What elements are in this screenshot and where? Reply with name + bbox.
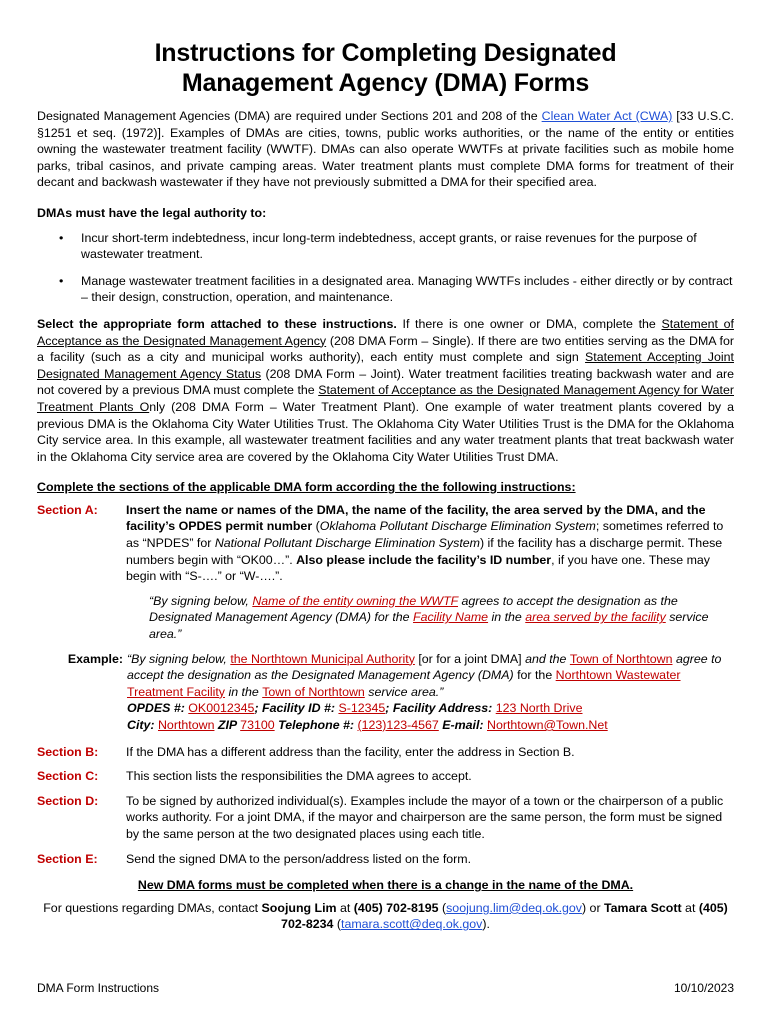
bullet-icon: • — [59, 230, 64, 245]
wtp-form-name: Statement of Acceptance as the Designated Management Agency for Water Treatment Plants O — [37, 383, 734, 414]
contact-paragraph: For questions regarding DMAs, contact Soojung Lim at (405) 702-8195 (soojung.lim@deq.ok.gov) or Tamara Scott at (405) 702-8234 (tamara.scott@deq.ok.gov). — [43, 900, 728, 932]
example-text: “By signing below, the Northtown Municipal Authority [or for a joint DMA] and the Town of Northtown agree to accept the designation as the Designated Management Agency (DMA) for the Northtown Wastewater Treatment Facility in the Town of Northtown service area.” OPDES #: OK0012345; Facility ID #: S-12345; Facility Address: 123 North Drive City: Northtown ZIP 73100 Telephone #: (123)123-4567 E-mail: Northtown@Town.Net — [127, 651, 722, 732]
section-text: This section lists the responsibilities the DMA agrees to accept. — [126, 769, 472, 784]
joint-form-name: Statement Accepting Joint Designated Management Agency Status — [37, 350, 734, 381]
signing-statement-template: “By signing below, Name of the entity owning the WWTF agrees to accept the designation as the Designated Management Agency (DMA) for the Facility Name in the area served by the facility service area.” — [149, 593, 709, 642]
section-text: If the DMA has a different address than the facility, enter the address in Section B. — [126, 744, 575, 759]
complete-sections-heading: Complete the sections of the applicable DMA form according the the following instructions: — [37, 480, 576, 495]
list-item: • Manage wastewater treatment facilities in a designated area. Managing WWTFs includes - either directly or by contract – their design, construction, operation, and maintenance. — [59, 273, 733, 305]
document-page — [37, 38, 734, 933]
bullet-icon: • — [59, 273, 64, 288]
entity-placeholder: Name of the entity owning the WWTF — [252, 593, 458, 608]
footer-date: 10/10/2023 — [673, 981, 734, 995]
authority-heading: DMAs must have the legal authority to: — [37, 205, 267, 220]
section-e — [37, 851, 734, 868]
new-forms-notice: New DMA forms must be completed when there is a change in the name of the DMA. — [137, 878, 634, 893]
authority-list — [37, 230, 734, 306]
page-footer — [37, 980, 734, 997]
section-d — [37, 793, 734, 843]
section-label: Section B: — [37, 744, 99, 759]
email-link-tamara[interactable]: tamara.scott@deq.ok.gov — [341, 917, 483, 932]
section-label: Section C: — [37, 769, 99, 784]
single-form-name: Statement of Acceptance as the Designated Management Agency — [37, 316, 734, 348]
example-block — [37, 651, 734, 734]
section-label: Section A: — [37, 502, 98, 517]
example-label: Example: — [67, 651, 123, 666]
section-label: Section D: — [37, 793, 99, 808]
section-text: Insert the name or names of the DMA, the name of the facility, the area served by the DMA, and the facility’s OPDES permit number (Oklahoma Pollutant Discharge Elimination System; sometimes referred to as “NPDES” for National Pollutant Discharge Elimination System) if the facility has a discharge permit. These numbers begin with “OK00…”. Also please include the facility’s ID number, if you have one. These may begin with “S-….” or “W-….”. — [126, 502, 724, 584]
list-item: • Incur short-term indebtedness, incur long-term indebtedness, accept grants, or raise revenues for the purpose of wastewater treatment. — [59, 230, 697, 262]
section-text: Send the signed DMA to the person/address listed on the form. — [126, 851, 472, 866]
email-link-soojung[interactable]: soojung.lim@deq.ok.gov — [446, 900, 582, 915]
section-a — [37, 502, 734, 585]
footer-doc-name: DMA Form Instructions — [37, 981, 160, 995]
section-b — [37, 744, 734, 761]
section-text: To be signed by authorized individual(s). Examples include the mayor of a town or the chairperson of a public works authority. For a joint DMA, if the mayor and chairperson are the same person, the form must be signed by the same person at the two designated places using each title. — [126, 793, 724, 841]
area-placeholder: area served by the facility — [525, 610, 666, 625]
section-label: Section E: — [37, 851, 98, 866]
facility-placeholder: Facility Name — [413, 610, 489, 625]
cwa-link[interactable]: Clean Water Act (CWA) — [541, 109, 673, 123]
select-form-paragraph: Select the appropriate form attached to these instructions. If there is one owner or DMA, complete the Statement of Acceptance as the Designated Management Agency (208 DMA Form – Single). If there are two entities serving as the DMA for a facility (such as a city and municipal works authority), each entity must complete and sign Statement Accepting Joint Designated Management Agency Status (208 DMA Form – Joint). Water treatment facilities treating backwash water and are not covered by a previous DMA must complete the Statement of Acceptance as the Designated Management Agency for Water Treatment Plants Only (208 DMA Form – Water Treatment Plant). One example of water treatment plants covered by a previous DMA is the Oklahoma City Water Utilities Trust. The Oklahoma City Water Utilities Trust is the DMA for the Oklahoma City service area. In this example, all wastewater treatment facilities and any water treatment plants that treat backwash water in the Oklahoma City service area are covered by the Oklahoma City Water Utilities Trust DMA. — [37, 316, 734, 464]
section-c — [37, 768, 734, 785]
intro-paragraph: Designated Management Agencies (DMA) are required under Sections 201 and 208 of the Clean Water Act (CWA) [33 U.S.C. §1251 et seq. (1972)]. Examples of DMAs are cities, towns, public works authorities, or the name of the entity or entities owning the wastewater treatment facility (WWTF). DMAs can also operate WWTFs at private facilities such as mobile home parks, tribal casinos, and private camping areas. Water treatment plants must complete DMA forms for treatment of their decant and backwash wastewater if they have not previously submitted a DMA for their specified area. — [37, 109, 734, 190]
page-title: Instructions for Completing Designated Management Agency (DMA) Forms — [154, 39, 617, 97]
